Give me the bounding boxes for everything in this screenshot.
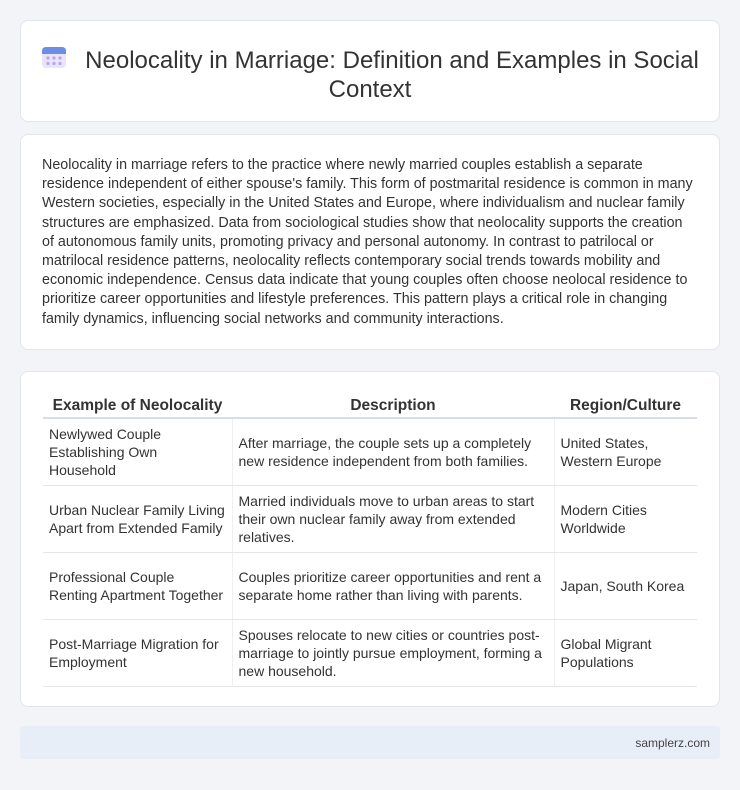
table-row <box>43 620 697 687</box>
cell-example: Professional Couple Renting Apartment Together <box>43 553 232 620</box>
cell-description: Married individuals move to urban areas to start their own nuclear family away from extended relatives. <box>232 486 554 553</box>
page-title: Neolocality in Marriage: Definition and Examples in Social Context <box>85 47 699 103</box>
column-header-example: Example of Neolocality <box>43 393 232 418</box>
footer-bar <box>20 726 720 759</box>
cell-example: Post-Marriage Migration for Employment <box>43 620 232 687</box>
intro-card <box>20 134 720 350</box>
table-row <box>43 418 697 486</box>
page-title-wrap <box>21 44 719 104</box>
cell-region: Japan, South Korea <box>554 553 697 620</box>
table-row <box>43 486 697 553</box>
cell-region: United States, Western Europe <box>554 418 697 486</box>
table-header-row <box>43 393 697 418</box>
table-row <box>43 553 697 620</box>
column-header-region: Region/Culture <box>554 393 697 418</box>
cell-description: Couples prioritize career opportunities and rent a separate home rather than living with parents. <box>232 553 554 620</box>
calendar-icon <box>41 44 67 70</box>
column-header-description: Description <box>232 393 554 418</box>
cell-example: Newlywed Couple Establishing Own Household <box>43 418 232 486</box>
intro-paragraph: Neolocality in marriage refers to the practice where newly married couples establish a separate residence independent of either spouse's family. This form of postmarital residence is common in many Western societies, especially in the United States and Europe, where individualism and nuclear family structures are emphasized. Data from sociological studies show that neolocality supports the creation of autonomous family units, promoting privacy and personal autonomy. In contrast to patrilocal or matrilocal residence patterns, neolocality reflects contemporary social trends towards mobility and economic independence. Census data indicate that young couples often choose neolocal residence to prioritize career opportunities and lifestyle preferences. This pattern plays a critical role in changing family dynamics, influencing social networks and community interactions. <box>42 157 693 327</box>
examples-table <box>43 393 697 687</box>
table-card <box>20 371 720 707</box>
cell-region: Global Migrant Populations <box>554 620 697 687</box>
cell-region: Modern Cities Worldwide <box>554 486 697 553</box>
cell-example: Urban Nuclear Family Living Apart from Extended Family <box>43 486 232 553</box>
cell-description: After marriage, the couple sets up a completely new residence independent from both families. <box>232 418 554 486</box>
cell-description: Spouses relocate to new cities or countries post-marriage to jointly pursue employment, forming a new household. <box>232 620 554 687</box>
title-card <box>20 20 720 122</box>
footer-site-link[interactable]: samplerz.com <box>635 736 710 750</box>
